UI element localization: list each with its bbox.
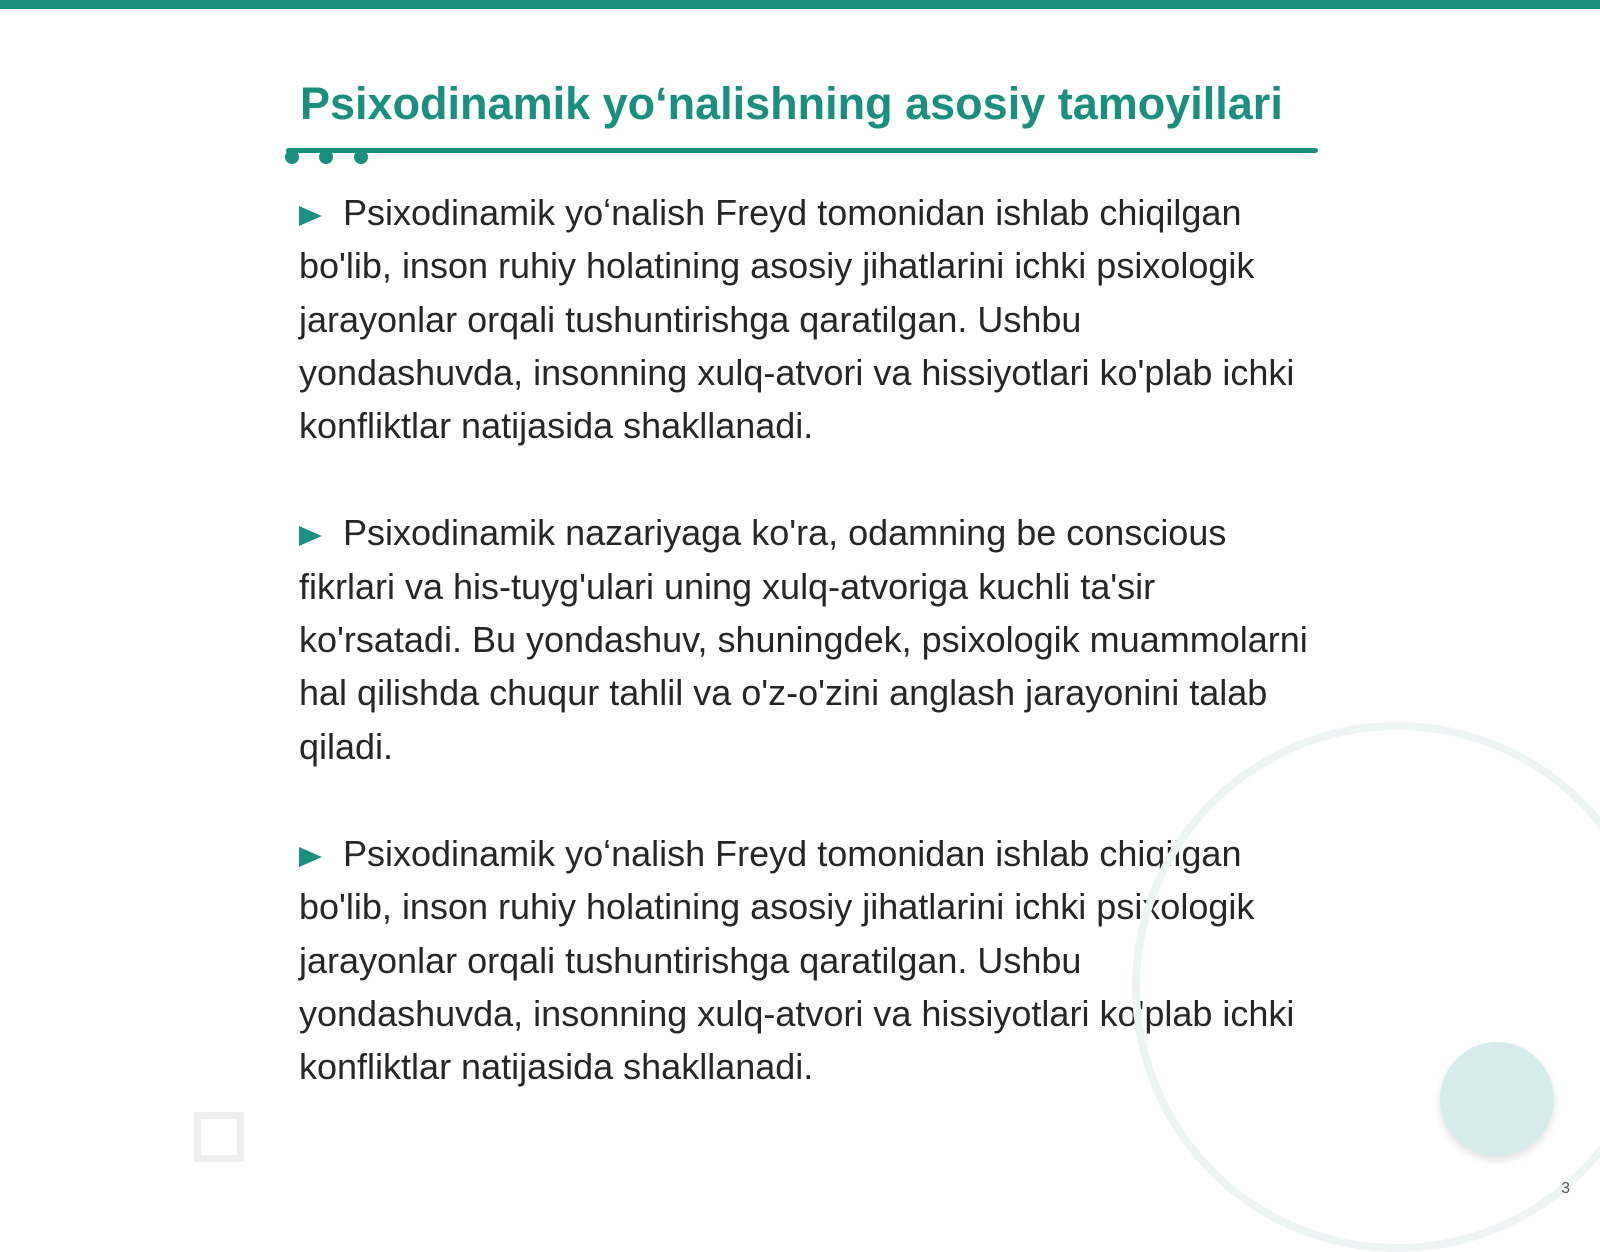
triangle-bullet-icon: [299, 526, 322, 546]
underline-dot: [354, 150, 368, 164]
triangle-bullet-icon: [299, 206, 322, 226]
decorative-circle: [1440, 1042, 1554, 1156]
bullet-text: Psixodinamik yoʻnalish Freyd tomonidan ishlab chiqilgan bo'lib, inson ruhiy holatining asosiy jihatlarini ichki psixologik jarayonlar orqali tushuntirishga qaratilgan. Ushbu yondashuvda, insonning xulq-atvori va hissiyotlari ko'plab ichki konfliktlar natijasida shakllanadi.: [299, 832, 1295, 1088]
page-number: 3: [1561, 1180, 1570, 1197]
bullet-text: Psixodinamik nazariyaga ko'ra, odamning be conscious fikrlari va his-tuyg'ulari uning xulq-atvoriga kuchli ta'sir ko'rsatadi. Bu yondashuv, shuningdek, psixologik muammolarni hal qilishda chuqur tahlil va o'z-o'zini anglash jarayonini talab qiladi.: [299, 512, 1308, 767]
bullet-item: [299, 506, 1309, 772]
bullet-item: [299, 186, 1309, 452]
bullet-text: Psixodinamik yoʻnalish Freyd tomonidan ishlab chiqilgan bo'lib, inson ruhiy holatining asosiy jihatlarini ichki psixologik jarayonlar orqali tushuntirishga qaratilgan. Ushbu yondashuvda, insonning xulq-atvori va hissiyotlari ko'plab ichki konfliktlar natijasida shakllanadi.: [299, 192, 1295, 447]
underline-dot: [319, 150, 333, 164]
slide-title: Psixodinamik yoʻnalishning asosiy tamoyillari: [300, 78, 1283, 129]
underline-dot: [285, 150, 299, 164]
top-accent-bar: [0, 0, 1600, 9]
title-underline: [286, 148, 1318, 153]
triangle-bullet-icon: [299, 847, 322, 867]
decorative-square: [194, 1112, 244, 1162]
